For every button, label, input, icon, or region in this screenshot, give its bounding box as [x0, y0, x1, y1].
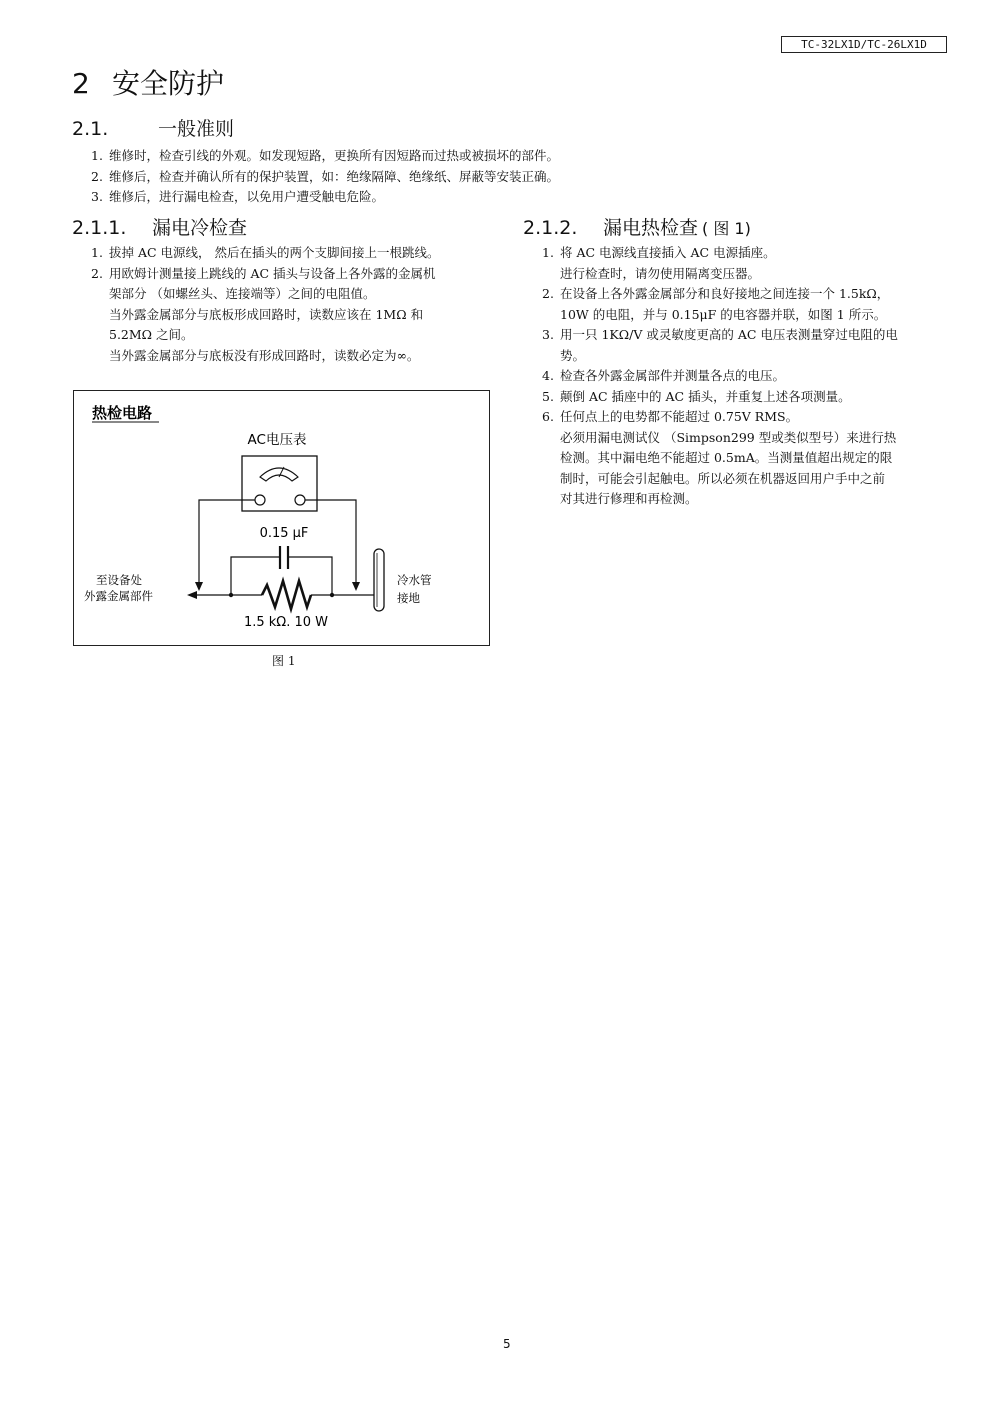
general-number: 2.1.	[72, 118, 109, 140]
meter-terminal-left-icon	[255, 495, 265, 505]
junction-dot-right-icon	[330, 593, 334, 597]
list-item: 5. 颠倒 AC 插座中的 AC 插头，并重复上述各项测量。	[542, 388, 851, 404]
ground-label-line1: 冷水管	[397, 573, 432, 587]
section-heading	[72, 64, 224, 104]
cold-check-title: 漏电冷检查	[152, 217, 248, 239]
device-label-line2: 外露金属部件	[84, 589, 153, 603]
list-item: 6. 任何点上的电势都不能超过 0.75V RMS。 必须用漏电测试仪 （Simpson299 型或类似型号）来进行热 检测。其中漏电绝不能超过 0.5mA。当测量值超出规定的限 制时，可能会引起触电。所以必须在机器返回用户手中之前 对其进行修理和再检测。	[542, 409, 897, 506]
capacitor-wire-left	[231, 557, 280, 595]
lead-arrow-right-icon	[352, 582, 360, 591]
section-number: 2	[72, 67, 90, 100]
water-pipe-icon	[374, 549, 384, 611]
arrow-to-device-icon	[187, 591, 197, 599]
list-item: 4. 检查各外露金属部件并测量各点的电压。	[542, 368, 786, 383]
page-number: 5	[503, 1337, 511, 1351]
list-item: 3. 维修后，进行漏电检查，以免用户遭受触电危险。	[91, 189, 385, 204]
ground-label-line2: 接地	[397, 591, 420, 605]
hot-check-circuit-figure	[73, 390, 490, 646]
junction-dot-left-icon	[229, 593, 233, 597]
general-heading	[72, 117, 234, 141]
list-item: 1. 拔掉 AC 电源线， 然后在插头的两个支脚间接上一根跳线。	[91, 245, 440, 260]
section-title: 安全防护	[112, 67, 225, 100]
list-item: 1. 维修时，检查引线的外观。如发现短路，更换所有因短路而过热或被损坏的部件。	[91, 148, 560, 163]
meter-label: AC电压表	[247, 432, 307, 448]
model-number: TC-32LX1D/TC-26LX1D	[781, 36, 947, 53]
lead-arrow-left-icon	[195, 582, 203, 591]
hot-check-list	[542, 243, 898, 510]
capacitor-wire-right	[288, 557, 332, 595]
capacitor-label: 0.15 μF	[259, 526, 309, 541]
device-label-line1: 至设备处	[96, 573, 142, 587]
resistor-label: 1.5 kΩ. 10 W	[243, 615, 329, 630]
list-item: 2. 在设备上各外露金属部分和良好接地之间连接一个 1.5kΩ， 10W 的电阻，并与 0.15μF 的电容器并联，如图 1 所示。	[542, 286, 890, 322]
general-title: 一般准则	[158, 118, 235, 140]
cold-check-heading	[72, 216, 247, 240]
figure-title: 热检电路	[92, 404, 153, 422]
figure-caption: 图 1	[272, 654, 296, 668]
general-list	[91, 146, 559, 208]
voltmeter-icon	[242, 456, 317, 511]
circuit-diagram	[74, 391, 491, 647]
list-item: 2. 维修后，检查并确认所有的保护装置，如：绝缘隔障、绝缘纸、屏蔽等安装正确。	[91, 168, 560, 184]
meter-lead-left	[199, 500, 255, 589]
meter-lead-right	[305, 500, 356, 589]
list-item: 1. 将 AC 电源线直接插入 AC 电源插座。 进行检查时，请勿使用隔离变压器。	[542, 245, 776, 281]
meter-terminal-right-icon	[295, 495, 305, 505]
hot-check-heading	[523, 216, 751, 241]
hot-check-figure-ref: ( 图 1)	[702, 219, 751, 238]
list-item: 3. 用一只 1KΩ/V 或灵敏度更高的 AC 电压表测量穿过电阻的电 势。	[542, 327, 898, 363]
hot-check-number: 2.1.2.	[523, 217, 578, 239]
cold-check-list	[91, 243, 440, 366]
hot-check-title: 漏电热检查	[603, 217, 699, 239]
cold-check-number: 2.1.1.	[72, 217, 127, 239]
resistor-icon	[262, 581, 311, 609]
list-item: 2. 用欧姆计测量接上跳线的 AC 插头与设备上各外露的金属机 架部分 （如螺丝头、连接端等）之间的电阻值。 当外露金属部分与底板形成回路时，读数应该在 1MΩ 和 5.2MΩ 之间。 当外露金属部分与底板没有形成回路时，读数必定为∞。	[91, 265, 436, 363]
